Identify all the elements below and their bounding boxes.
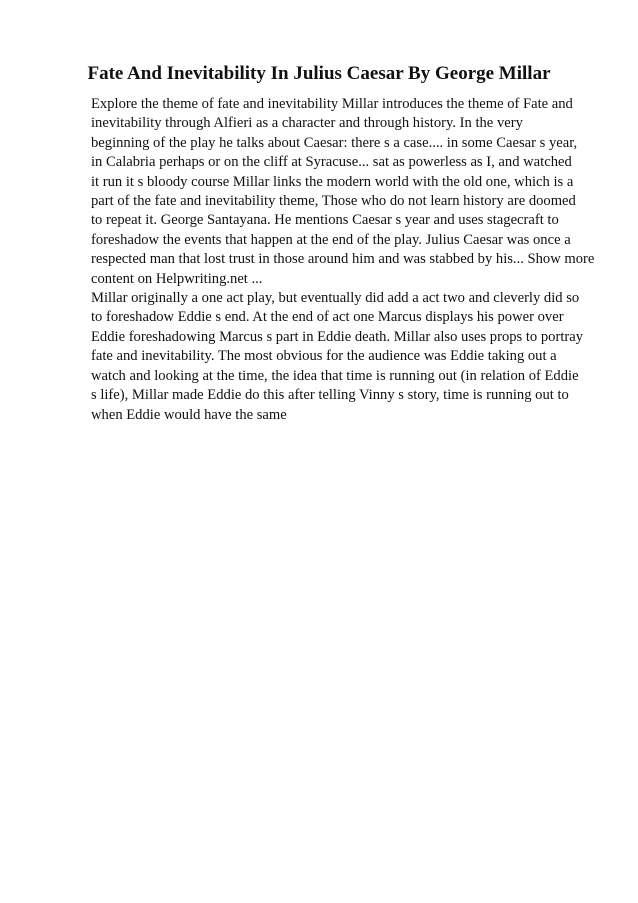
- body-line: s life), Millar made Eddie do this after telling Vinny s story, time is running out to: [91, 387, 569, 404]
- body-line: in Calabria perhaps or on the cliff at Syracuse... sat as powerless as I, and watched: [91, 154, 572, 171]
- body-line: to repeat it. George Santayana. He mentions Caesar s year and uses stagecraft to: [91, 212, 559, 229]
- body-line: foreshadow the events that happen at the end of the play. Julius Caesar was once a: [91, 231, 571, 248]
- body-line: content on Helpwriting.net ...: [91, 270, 263, 287]
- body-line: when Eddie would have the same: [91, 406, 287, 423]
- body-line: watch and looking at the time, the idea that time is running out (in relation of Eddie: [91, 367, 579, 384]
- body-line: beginning of the play he talks about Caesar: there s a case.... in some Caesar s year,: [91, 134, 578, 151]
- body-line: Eddie foreshadowing Marcus s part in Eddie death. Millar also uses props to portray: [91, 328, 584, 345]
- body-line: to foreshadow Eddie s end. At the end of act one Marcus displays his power over: [91, 309, 564, 326]
- body-line: Explore the theme of fate and inevitability Millar introduces the theme of Fate and: [91, 96, 573, 112]
- body-line: part of the fate and inevitability theme, Those who do not learn history are doomed: [91, 193, 576, 210]
- body-line: it run it s bloody course Millar links the modern world with the old one, which is a: [91, 173, 574, 190]
- body-line: fate and inevitability. The most obvious for the audience was Eddie taking out a: [91, 348, 557, 365]
- document-title: Fate And Inevitability In Julius Caesar By George Millar: [87, 63, 551, 84]
- document-body: [91, 95, 601, 425]
- body-line: Millar originally a one act play, but eventually did add a act two and cleverly did so: [91, 290, 580, 307]
- body-line: inevitability through Alfieri as a character and through history. In the very: [91, 115, 523, 132]
- body-line: respected man that lost trust in those around him and was stabbed by his... Show more: [91, 251, 595, 268]
